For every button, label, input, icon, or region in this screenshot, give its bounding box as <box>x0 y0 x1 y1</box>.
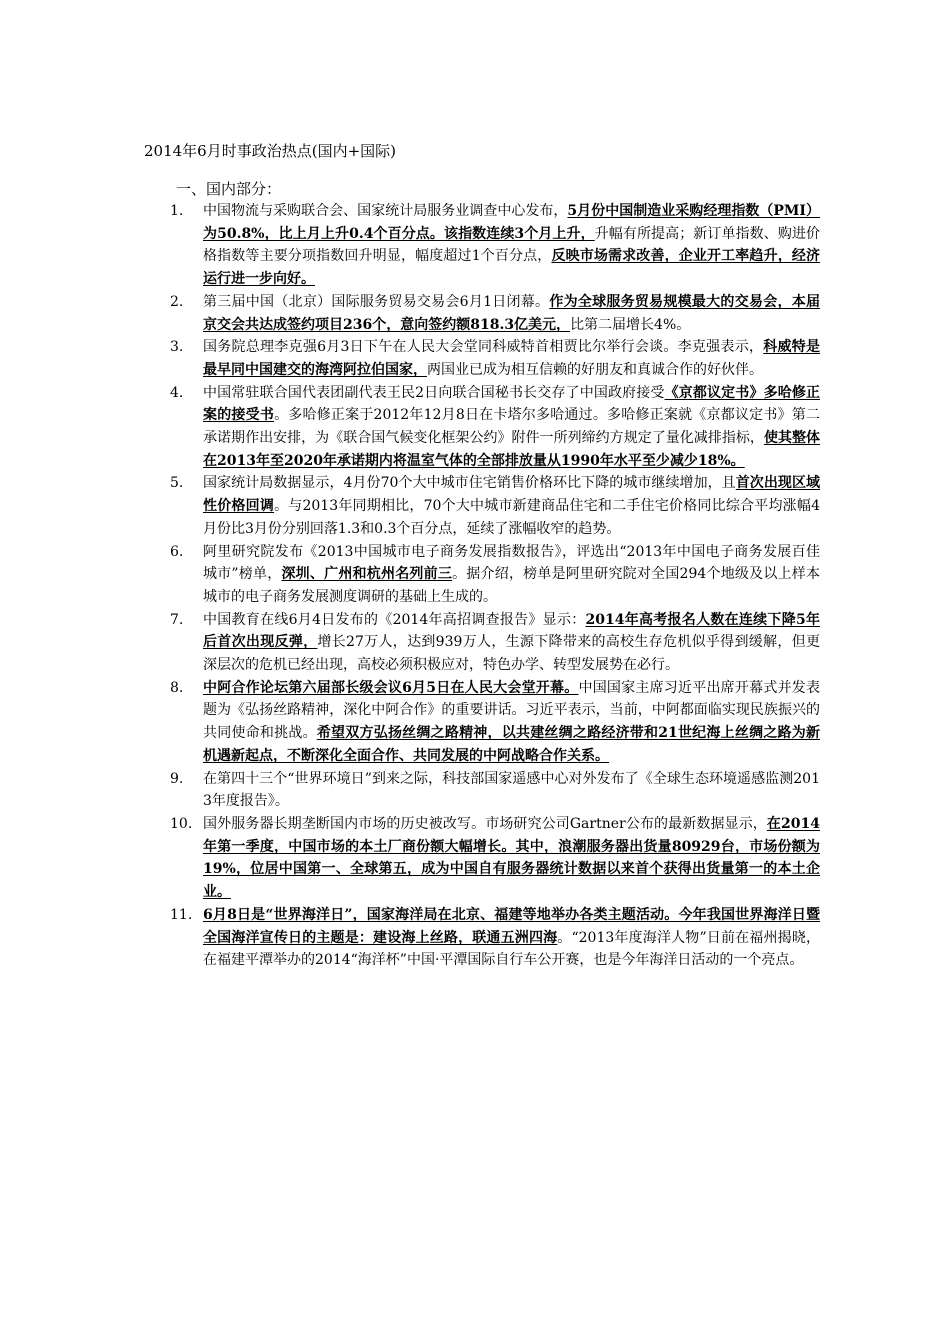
body-text: 第三届中国（北京）国际服务贸易交易会6月1日闭幕。 <box>203 293 550 310</box>
news-item-text <box>203 768 820 813</box>
news-item-text <box>203 291 820 336</box>
news-item-text <box>203 200 820 291</box>
news-item-number: 5. <box>170 475 184 492</box>
body-text: 在第四十三个“世界环境日”到来之际，科技部国家遥感中心对外发布了《全球生态环境遥感监测2013年度报告》。 <box>203 770 820 810</box>
news-item-text <box>203 336 820 381</box>
body-text: 国家统计局数据显示，4月份70个大中城市住宅销售价格环比下降的城市继续增加，且 <box>203 475 736 492</box>
highlighted-text: 科威特是最早同中国建交的海湾阿拉伯国家， <box>203 339 820 378</box>
body-text: 中国国家主席习近平出席开幕式并发表题为《弘扬丝路精神，深化中阿合作》的重要讲话。习近平表示，当前，中阿都面临实现民族振兴的共同使命和挑战。 <box>203 679 821 742</box>
body-text: 。据介绍，榜单是阿里研究院对全国294个地级及以上样本城市的电子商务发展测度调研的基础上生成的。 <box>203 566 820 605</box>
news-item-number: 2. <box>170 293 184 310</box>
news-item <box>170 609 820 677</box>
highlighted-text: 在2014年第一季度，中国市场的本土厂商份额大幅增长。其中，浪潮服务器出货量80929台，市场份额为19%，位居中国第一、全球第五，成为中国自有服务器统计数据以来首个获得出货量第一的本土企业。 <box>203 815 820 901</box>
news-item <box>170 200 820 291</box>
highlighted-text: 使其整体在2013年至2020年承诺期内将温室气体的全部排放量从1990年水平至少减少18%。 <box>203 430 821 469</box>
news-item-list <box>170 200 820 972</box>
news-item-text <box>203 813 820 904</box>
body-text: 比第二届增长4%。 <box>570 316 691 333</box>
body-text: 。“2013年度海洋人物”日前在福州揭晓，在福建平潭举办的2014“海洋杯”中国·平潭国际自行车公开赛，也是今年海洋日活动的一个亮点。 <box>203 929 820 969</box>
news-item-text <box>203 677 820 768</box>
news-item <box>170 291 820 336</box>
news-item <box>170 813 820 904</box>
body-text: 中国教育在线6月4日发布的《2014年高招调查报告》显示： <box>203 611 586 628</box>
news-item-number: 1. <box>170 203 184 219</box>
news-item <box>170 336 820 381</box>
body-text: 中国常驻联合国代表团副代表王民2日向联合国秘书长交存了中国政府接受 <box>203 384 665 401</box>
body-text: 升幅有所提高；新订单指数、购进价格指数等主要分项指数回升明显，幅度超过1个百分点， <box>203 225 820 265</box>
body-text: 国务院总理李克强6月3日下午在人民大会堂同科威特首相贾比尔举行会谈。李克强表示， <box>203 339 764 356</box>
highlighted-text: 反映市场需求改善，企业开工率趋升，经济运行进一步向好。 <box>203 248 821 288</box>
page-title: 2014年6月时事政治热点(国内+国际) <box>144 142 396 160</box>
body-text: 阿里研究院发布《2013中国城市电子商务发展指数报告》，评选出“2013年中国电子商务发展百佳城市”榜单， <box>203 543 820 583</box>
news-item <box>170 472 820 540</box>
news-item-number: 8. <box>170 679 184 696</box>
body-text: 增长27万人，达到939万人，生源下降带来的高校生存危机似乎得到缓解，但更深层次的危机已经出现，高校必须积极应对，特色办学、转型发展势在必行。 <box>203 634 820 674</box>
news-item-text <box>203 904 820 972</box>
news-item-text <box>203 541 820 609</box>
section-heading: 一、国内部分： <box>176 180 282 198</box>
highlighted-text: 首次出现区域性价格回调 <box>203 475 820 515</box>
news-item <box>170 904 820 972</box>
news-item-number: 10. <box>170 815 193 832</box>
news-item-text <box>203 382 820 473</box>
news-item <box>170 541 820 609</box>
highlighted-text: 5月份中国制造业采购经理指数（PMI）为50.8%，比上月上升0.4个百分点。该指数连续3个月上升， <box>203 203 820 242</box>
body-text: 两国业已成为相互信赖的好朋友和真诚合作的好伙伴。 <box>427 361 763 378</box>
news-item-number: 7. <box>170 611 184 628</box>
news-item-number: 3. <box>170 339 184 356</box>
body-text: 国外服务器长期垄断国内市场的历史被改写。市场研究公司Gartner公布的最新数据显示， <box>203 815 767 832</box>
news-item-number: 6. <box>170 543 184 560</box>
highlighted-text: 深圳、广州和杭州名列前三 <box>281 566 453 583</box>
body-text: 。多哈修正案于2012年12月8日在卡塔尔多哈通过。多哈修正案就《京都议定书》第二承诺期作出安排，为《联合国气候变化框架公约》附件一所列缔约方规定了量化减排指标， <box>203 407 820 447</box>
news-item-number: 9. <box>170 770 184 787</box>
highlighted-text: 中阿合作论坛第六届部长级会议6月5日在人民大会堂开幕。 <box>203 679 579 696</box>
news-item <box>170 382 820 473</box>
news-item-number: 4. <box>170 384 184 401</box>
news-item-text <box>203 609 820 677</box>
body-text: 。与2013年同期相比，70个大中城市新建商品住宅和二手住宅价格同比综合平均涨幅4月份比3月份分别回落1.3和0.3个百分点，延续了涨幅收窄的趋势。 <box>203 498 820 537</box>
news-item-text <box>203 472 820 540</box>
highlighted-text: 作为全球服务贸易规模最大的交易会，本届京交会共达成签约项目236个，意向签约额818.3亿美元， <box>203 293 820 333</box>
highlighted-text: 6月8日是“世界海洋日”，国家海洋局在北京、福建等地举办各类主题活动。今年我国世界海洋日暨全国海洋宣传日的主题是：建设海上丝路，联通五洲四海 <box>203 906 820 946</box>
news-item <box>170 677 820 768</box>
highlighted-text: 《京都议定书》多哈修正案的接受书 <box>203 384 821 424</box>
news-item-number: 11. <box>170 906 193 923</box>
highlighted-text: 2014年高考报名人数在连续下降5年后首次出现反弹， <box>203 611 820 651</box>
body-text: 中国物流与采购联合会、国家统计局服务业调查中心发布， <box>203 203 568 219</box>
highlighted-text: 希望双方弘扬丝绸之路精神，以共建丝绸之路经济带和21世纪海上丝绸之路为新机遇新起点，不断深化全面合作、共同发展的中阿战略合作关系。 <box>203 725 820 764</box>
news-item <box>170 768 820 813</box>
